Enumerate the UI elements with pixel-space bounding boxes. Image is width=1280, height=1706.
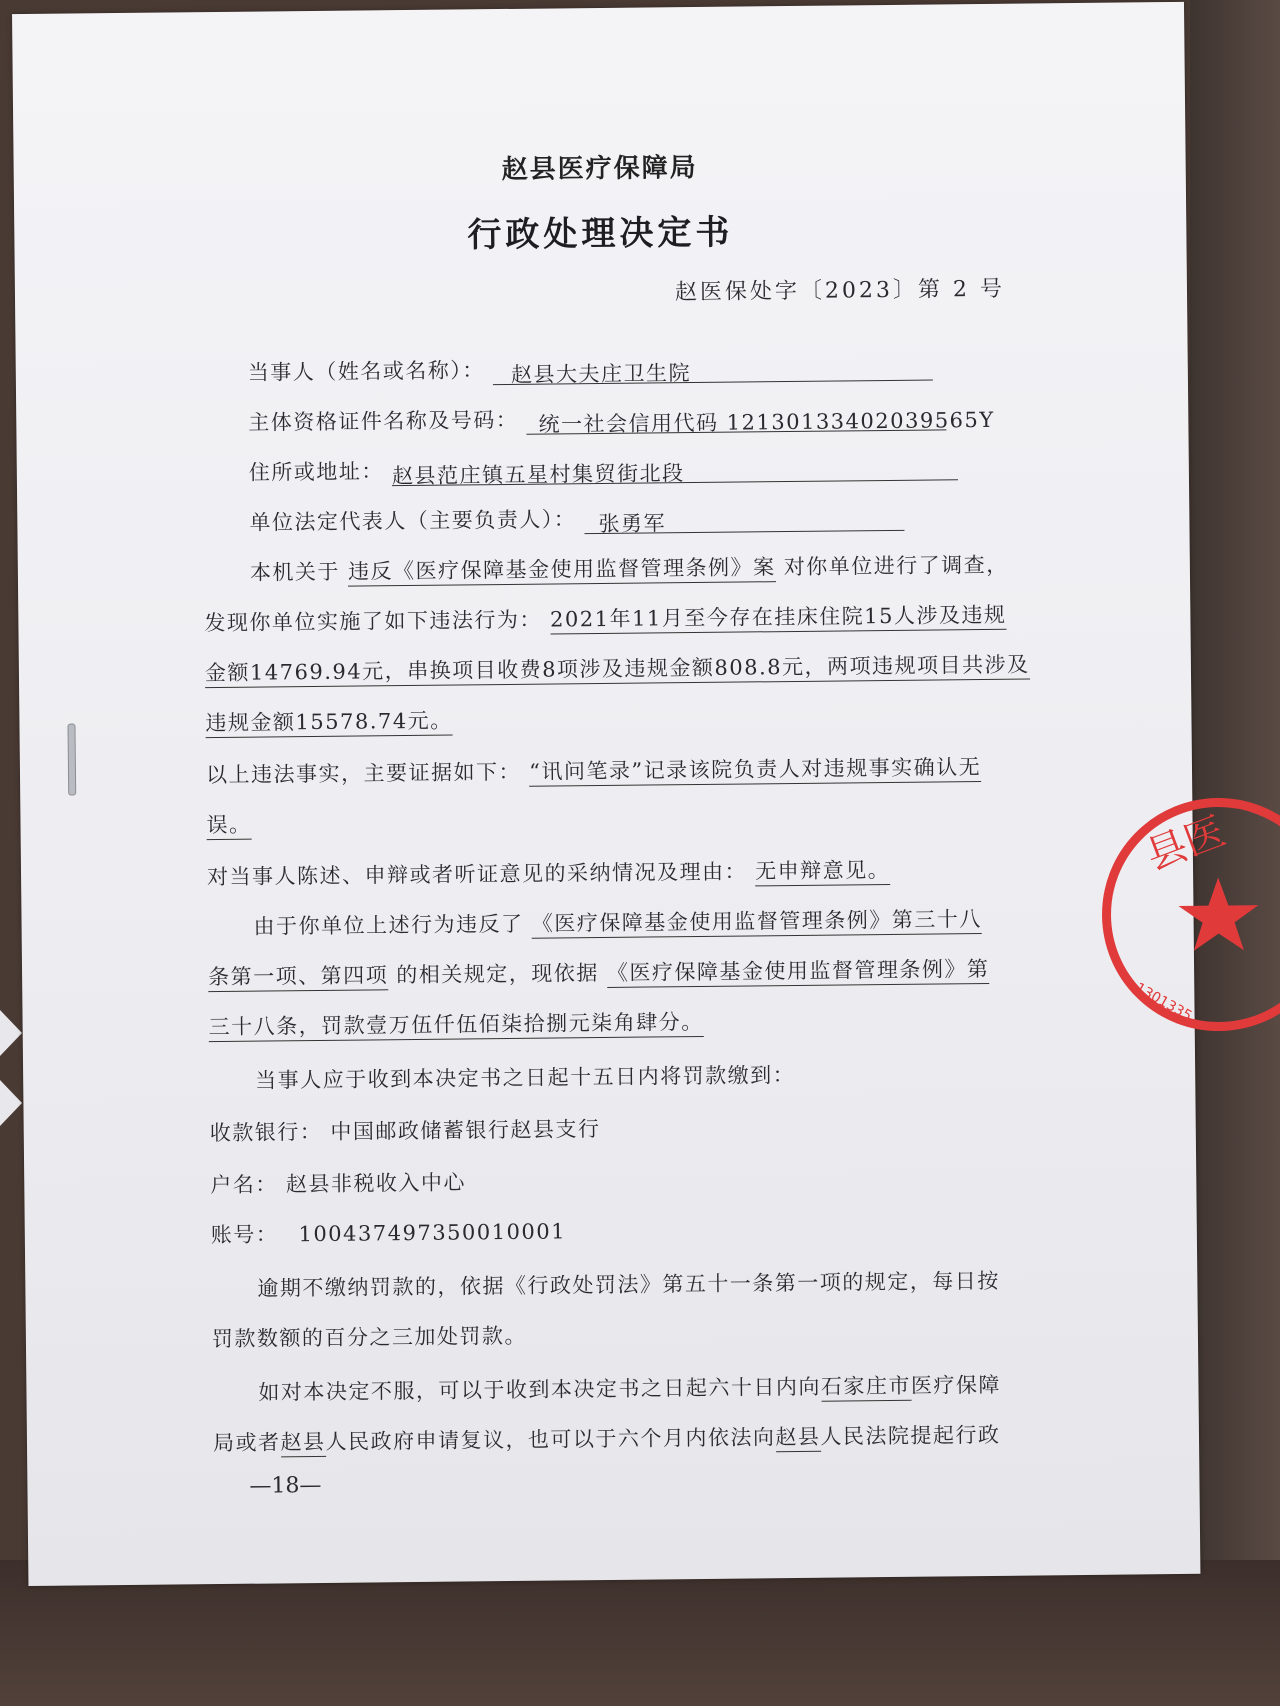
violation-line-1 xyxy=(204,600,1006,638)
bank-value: 中国邮政储蓄银行赵县支行 xyxy=(330,1117,601,1144)
cert-field xyxy=(526,405,995,437)
case-prefix: 本机关于 xyxy=(249,559,341,585)
statement-value: 无申辩意见。 xyxy=(755,858,890,886)
party-value: 赵县大夫庄卫生院 xyxy=(510,361,692,387)
violation-line-3 xyxy=(205,706,453,739)
appeal-text-4: 人民政府申请复议，也可以于六个月内依法向 xyxy=(325,1425,776,1454)
party-label: 当事人（姓名或名称）： xyxy=(247,358,485,385)
violation-text-1: 2021年11月至今存在挂床住院15人涉及违规 xyxy=(550,603,1007,635)
official-seal xyxy=(1092,788,1280,1041)
seal-digits: 1301335 xyxy=(1132,979,1195,1025)
underlying-page-corner xyxy=(0,1010,22,1056)
basis-prefix: 由于你单位上述行为违反了 xyxy=(253,911,524,939)
basis-line-1 xyxy=(253,904,981,942)
appeal-text-2: 医疗保障 xyxy=(910,1372,1002,1398)
representative-line xyxy=(249,501,904,538)
representative-label: 单位法定代表人（主要负责人）： xyxy=(249,507,577,535)
underlying-page-corner xyxy=(0,1080,22,1126)
evidence-text-2: 误。 xyxy=(206,813,251,840)
account-name-line xyxy=(210,1167,466,1200)
appeal-city: 石家庄市 xyxy=(821,1374,911,1402)
appeal-text-5: 人民法院提起行政 xyxy=(820,1422,1001,1449)
document-number: 赵医保处字〔2023〕第 2 号 xyxy=(674,276,1006,306)
appeal-line-1 xyxy=(258,1370,1001,1408)
appeal-line-2 xyxy=(213,1420,1001,1458)
seal-star-icon xyxy=(1178,877,1259,951)
party-field xyxy=(493,356,933,386)
staple-icon xyxy=(67,724,76,796)
cert-line xyxy=(248,400,995,437)
overdue-line-1: 逾期不缴纳罚款的，依据《行政处罚法》第五十一条第一项的规定，每日按 xyxy=(257,1268,1000,1301)
seal-text: 县医 xyxy=(1140,808,1232,880)
evidence-line-1 xyxy=(206,752,981,790)
document-title: 行政处理决定书 xyxy=(467,212,734,256)
basis-text-1: 《医疗保障基金使用监督管理条例》第三十八 xyxy=(532,907,982,939)
violation-prefix: 发现你单位实施了如下违法行为： xyxy=(204,607,543,636)
violation-line-2 xyxy=(205,650,1030,689)
appeal-county: 赵县 xyxy=(280,1430,325,1457)
address-field xyxy=(391,455,958,489)
basis-text-4: 三十八条，罚款壹万伍仟伍佰柒拾捌元柒角肆分。 xyxy=(209,1010,704,1042)
representative-field xyxy=(584,506,904,537)
evidence-text-1: “讯问笔录”记录该院负责人对违规事实确认无 xyxy=(529,755,981,787)
statement-line xyxy=(207,855,890,892)
overdue-line-2: 罚款数额的百分之三加处罚款。 xyxy=(211,1323,528,1352)
bank-label: 收款银行： xyxy=(209,1119,323,1146)
address-value: 赵县范庄镇五星村集贸街北段 xyxy=(391,461,685,489)
evidence-line-2 xyxy=(206,810,251,840)
party-line xyxy=(248,351,933,388)
appeal-text-3: 局或者 xyxy=(212,1430,281,1456)
appeal-county-2: 赵县 xyxy=(775,1425,820,1452)
bank-line xyxy=(210,1114,601,1148)
account-number-line xyxy=(211,1216,566,1250)
cert-value: 统一社会信用代码 12130133402039565Y xyxy=(538,407,995,437)
violation-text-2: 金额14769.94元，串换项目收费8项涉及违规金额808.8元，两项违规项目共涉及 xyxy=(205,653,1030,689)
page-number: —18— xyxy=(249,1472,322,1499)
account-name-label: 户名： xyxy=(210,1172,278,1198)
address-line xyxy=(249,450,958,487)
payment-intro: 当事人应于收到本决定书之日起十五日内将罚款缴到： xyxy=(255,1062,796,1093)
case-value: 违反《医疗保障基金使用监督管理条例》案 xyxy=(348,555,776,586)
document-page xyxy=(12,2,1232,1586)
basis-line-3 xyxy=(208,1007,703,1042)
statement-prefix: 对当事人陈述、申辩或者听证意见的采纳情况及理由： xyxy=(206,859,748,890)
cert-label: 主体资格证件名称及号码： xyxy=(248,407,519,435)
appeal-text-1: 如对本决定不服，可以于收到本决定书之日起六十日内向 xyxy=(258,1374,822,1405)
violation-text-3: 违规金额15578.74元。 xyxy=(205,709,452,739)
account-number-value: 100437497350010001 xyxy=(298,1219,567,1247)
account-name-value: 赵县非税收入中心 xyxy=(285,1170,467,1197)
basis-text-3: 《医疗保障基金使用监督管理条例》第 xyxy=(607,957,990,988)
case-line xyxy=(250,550,1009,588)
address-label: 住所或地址： xyxy=(248,459,384,485)
agency-name: 赵县医疗保障局 xyxy=(501,152,698,186)
basis-mid: 的相关规定，现依据 xyxy=(396,961,599,988)
representative-value: 张勇军 xyxy=(598,511,667,537)
case-suffix: 对你单位进行了调查， xyxy=(783,552,1009,580)
evidence-prefix: 以上违法事实，主要证据如下： xyxy=(205,759,522,788)
account-number-label: 账号： xyxy=(210,1222,279,1248)
basis-text-2: 条第一项、第四项 xyxy=(208,963,388,992)
basis-line-2 xyxy=(208,954,990,992)
